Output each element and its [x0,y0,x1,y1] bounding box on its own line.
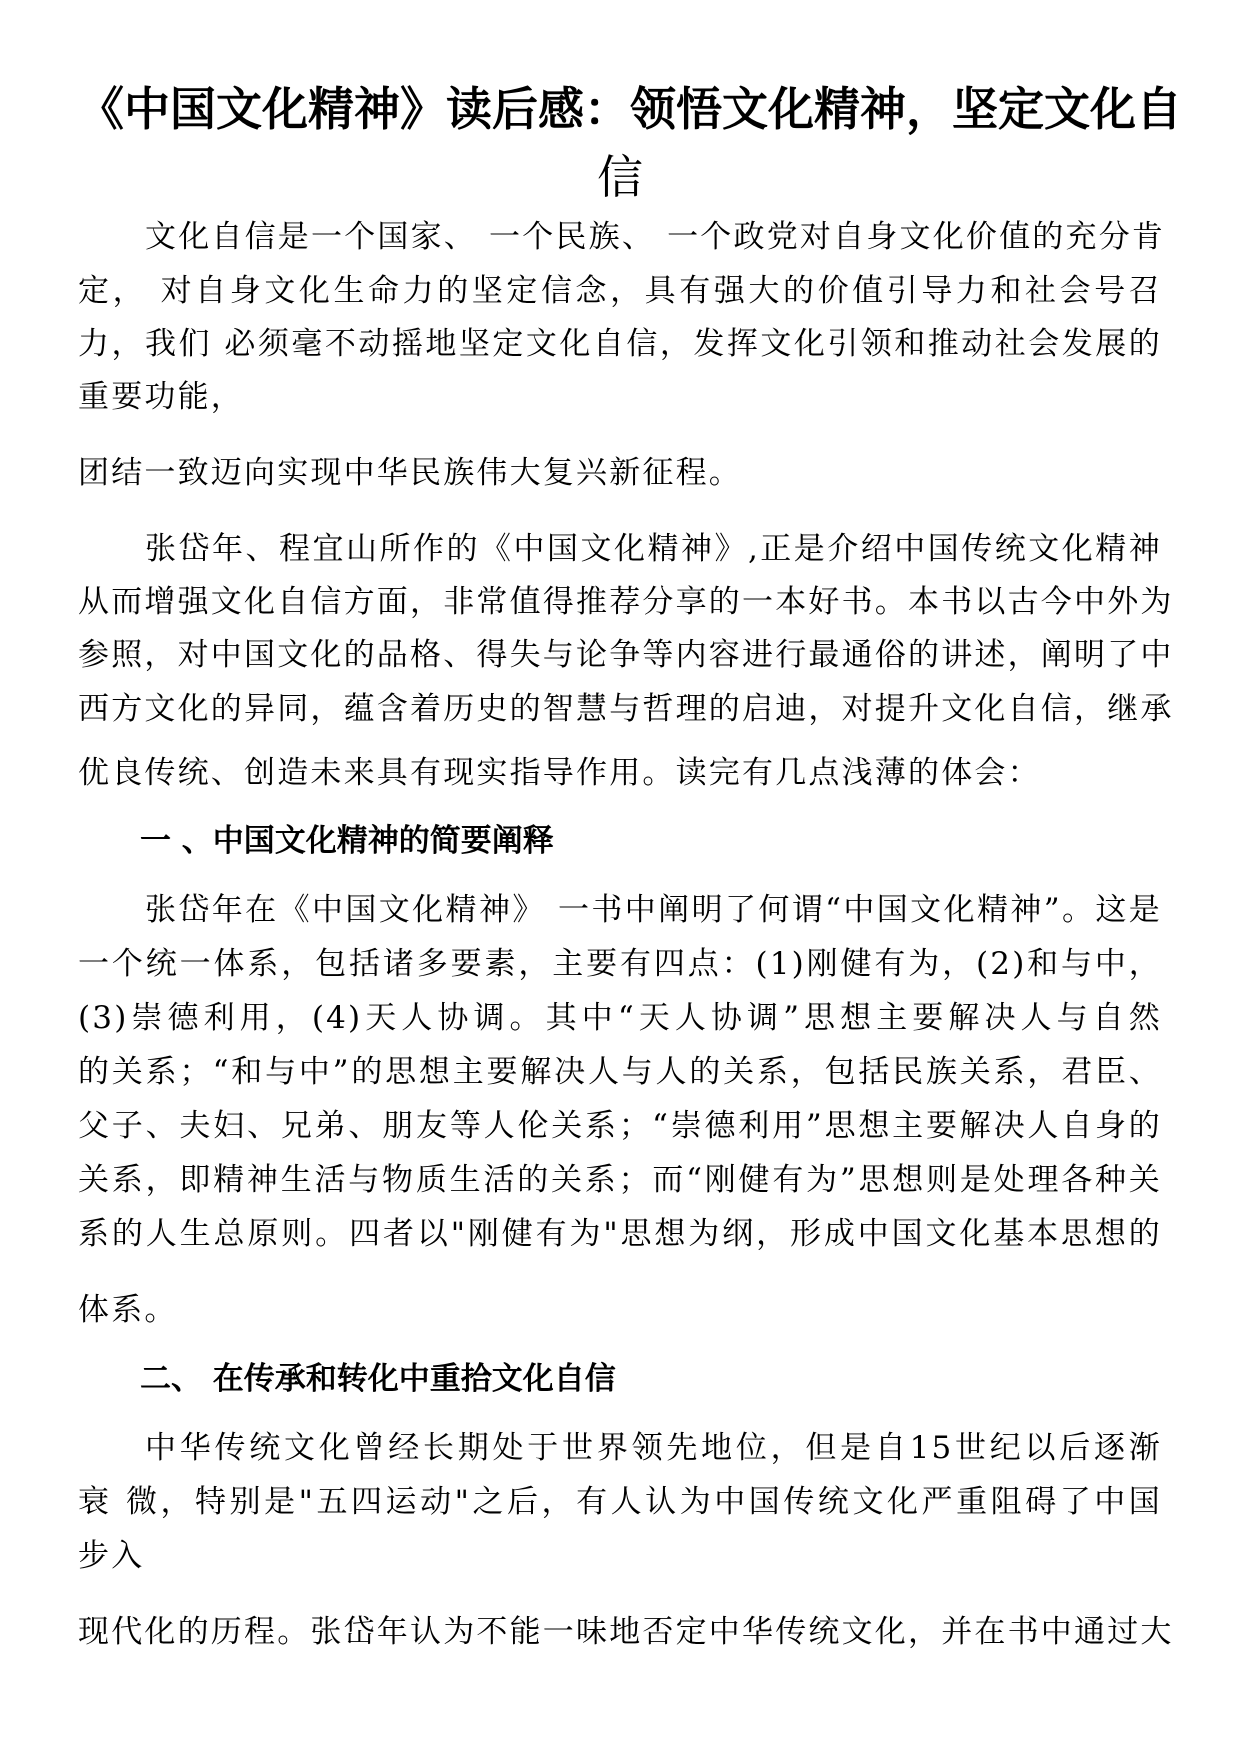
paragraph-3-line-3: (3)崇德利用，(4)天人协调。其中“天人协调”思想主要解决人与自然 [78,1000,1162,1036]
paragraph-3-line-5: 父子、夫妇、兄弟、朋友等人伦关系；“崇德利用”思想主要解决人自身的 [78,1108,1162,1144]
paragraph-2-line-4: 西方文化的异同，蕴含着历史的智慧与哲理的启迪，对提升文化自信，继承 [78,691,1174,727]
paragraph-2-line-2: 从而增强文化自信方面，非常值得推荐分享的一本好书。本书以古今中外为 [78,584,1174,620]
paragraph-1-line-2: 定， 对自身文化生命力的坚定信念，具有强大的价值引导力和社会号召 [78,273,1162,309]
paragraph-2-line-5: 优良传统、创造未来具有现实指导作用。读完有几点浅薄的体会： [78,755,1041,791]
paragraph-2-line-1: 张岱年、程宜山所作的《中国文化精神》,正是介绍中国传统文化精神 [145,531,1162,567]
paragraph-1-line-1: 文化自信是一个国家、 一个民族、 一个政党对自身文化价值的充分肯 [145,219,1166,255]
paragraph-4-line-3: 步入 [78,1538,145,1574]
document-title-continued: 信 [597,150,643,204]
paragraph-4-line-1: 中华传统文化曾经长期处于世界领先地位，但是自15世纪以后逐渐 [145,1430,1162,1466]
paragraph-3-line-7: 系的人生总原则。四者以"刚健有为"思想为纲，形成中国文化基本思想的 [78,1216,1162,1252]
document-title: 《中国文化精神》读后感：领悟文化精神，坚定文化自 [78,82,1182,136]
paragraph-2-line-3: 参照，对中国文化的品格、得失与论争等内容进行最通俗的讲述，阐明了中 [78,637,1174,673]
section-heading-2: 二、 在传承和转化中重拾文化自信 [140,1361,616,1397]
paragraph-3-line-8: 体系。 [78,1292,178,1328]
paragraph-3-line-4: 的关系；“和与中”的思想主要解决人与人的关系，包括民族关系，君臣、 [78,1054,1162,1090]
paragraph-3-line-1: 张岱年在《中国文化精神》 一书中阐明了何谓“中国文化精神”。这是 [145,892,1162,928]
paragraph-4-continuation: 现代化的历程。张岱年认为不能一味地否定中华传统文化，并在书中通过大 [78,1614,1174,1650]
paragraph-1-line-4: 重要功能， [78,379,244,415]
paragraph-1-line-3: 力，我们 必须毫不动摇地坚定文化自信，发挥文化引领和推动社会发展的 [78,326,1162,362]
paragraph-3-line-2: 一个统一体系，包括诸多要素，主要有四点：(1)刚健有为，(2)和与中， [78,946,1162,982]
paragraph-3-line-6: 关系，即精神生活与物质生活的关系；而“刚健有为”思想则是处理各种关 [78,1162,1162,1198]
paragraph-4-line-2: 衰 微，特别是"五四运动"之后，有人认为中国传统文化严重阻碍了中国 [78,1484,1162,1520]
section-heading-1: 一 、中国文化精神的简要阐释 [140,823,554,859]
paragraph-1-continuation: 团结一致迈向实现中华民族伟大复兴新征程。 [78,455,742,491]
